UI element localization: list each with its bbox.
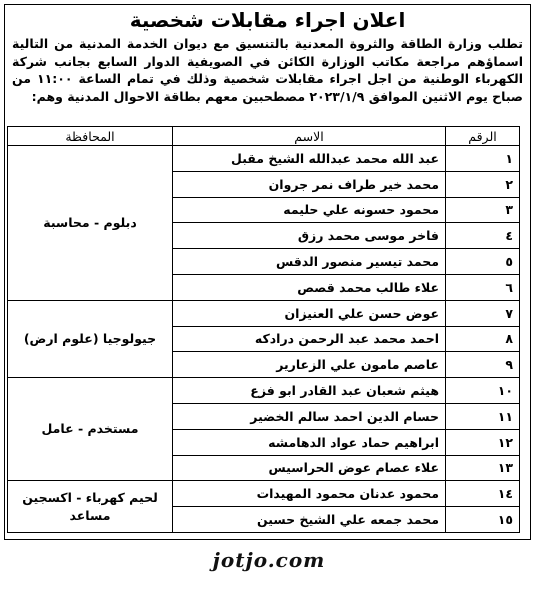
row-number: ١١ (446, 403, 520, 429)
candidate-name: محمود حسونه علي حليمه (173, 197, 446, 223)
row-number: ١٢ (446, 429, 520, 455)
specialty-cell: لحيم كهرباء - اكسجين مساعد (8, 481, 173, 533)
watermark-site: jotjo.com (212, 548, 326, 572)
row-number: ٤ (446, 223, 520, 249)
row-number: ٩ (446, 352, 520, 378)
candidate-name: حسام الدين احمد سالم الخضير (173, 403, 446, 429)
candidate-name: علاء طالب محمد قصص (173, 274, 446, 300)
row-number: ١ (446, 146, 520, 172)
candidate-name: ابراهيم حماد عواد الدهامشه (173, 429, 446, 455)
candidate-name: فاخر موسى محمد رزق (173, 223, 446, 249)
table-header-row (8, 127, 520, 146)
specialty-cell: جيولوجيا (علوم ارض) (8, 300, 173, 377)
row-number: ٦ (446, 274, 520, 300)
row-number: ٧ (446, 300, 520, 326)
table-row (8, 146, 520, 172)
table-row (8, 481, 520, 507)
table-body (8, 146, 520, 533)
candidate-name: محمد جمعه علي الشيخ حسين (173, 507, 446, 533)
announcement-title: اعلان اجراء مقابلات شخصية (129, 8, 406, 32)
candidate-name: عاصم مامون علي الزعارير (173, 352, 446, 378)
announcement-body: تطلب وزارة الطاقة والثروة المعدنية بالتنسيق مع ديوان الخدمة المدنية من التالية اسماؤهم مراجعة مكاتب الوزارة الكائن في الصويفية الدوار السابع بجانب شركة الكهرباء الوطنية من اجل اجراء مقابلات شخصية وذلك في تمام الساعة ١١:٠٠ من صباح يوم الاثنين الموافق ٢٠٢٣/١/٩ مصطحبين معهم بطاقة الاحوال المدنية وهم: (12, 36, 524, 104)
row-number: ١٣ (446, 455, 520, 481)
header-governorate: المحافظة (8, 127, 173, 146)
candidates-table (7, 126, 520, 533)
specialty-cell: دبلوم - محاسبة (8, 146, 173, 301)
row-number: ٥ (446, 249, 520, 275)
candidate-name: محمد تيسير منصور الدقس (173, 249, 446, 275)
candidate-name: محمود عدنان محمود المهيدات (173, 481, 446, 507)
candidate-name: هيثم شعبان عبد القادر ابو فزع (173, 378, 446, 404)
header-number: الرقم (446, 127, 520, 146)
row-number: ١٤ (446, 481, 520, 507)
row-number: ٨ (446, 326, 520, 352)
candidate-name: عبد الله محمد عبدالله الشيخ مقبل (173, 146, 446, 172)
row-number: ١٥ (446, 507, 520, 533)
candidate-name: محمد خير طراف نمر جروان (173, 171, 446, 197)
row-number: ٢ (446, 171, 520, 197)
row-number: ١٠ (446, 378, 520, 404)
table-row (8, 378, 520, 404)
specialty-cell: مستخدم - عامل (8, 378, 173, 481)
header-name: الاسم (173, 127, 446, 146)
candidate-name: احمد محمد عبد الرحمن درادكه (173, 326, 446, 352)
candidate-name: عوض حسن علي العنيزان (173, 300, 446, 326)
row-number: ٣ (446, 197, 520, 223)
candidate-name: علاء عصام عوض الحراسيس (173, 455, 446, 481)
table-row (8, 300, 520, 326)
